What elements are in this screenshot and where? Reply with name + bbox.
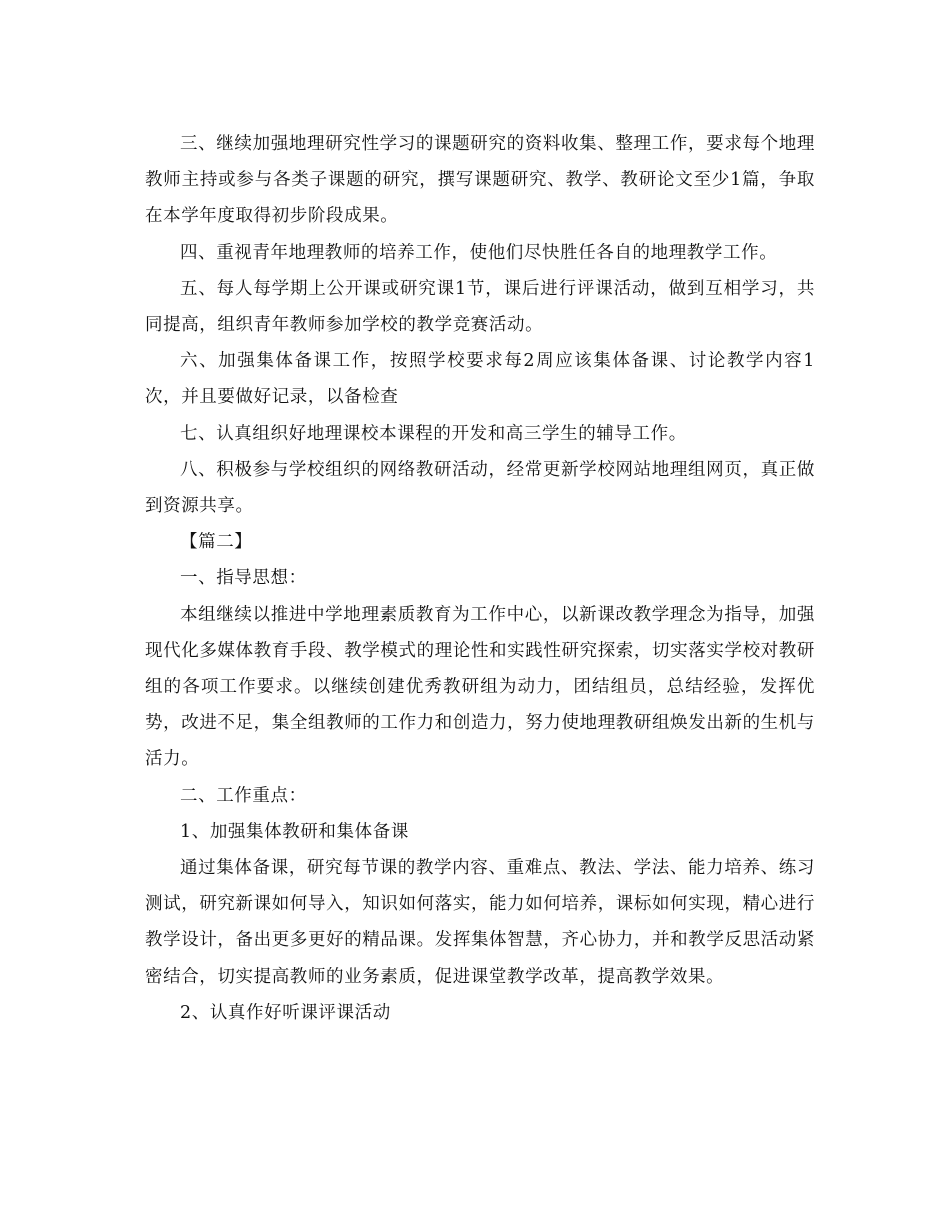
focus-item-one-paragraph: 通过集体备课，研究每节课的教学内容、重难点、教法、学法、能力培养、练习测试，研究新课如何导入，知识如何落实，能力如何培养，课标如何实现，精心进行教学设计，备出更多更好的精品课。发挥集体智慧，齐心协力，并和教学反思活动紧密结合，切实提高教师的业务素质，促进课堂教学改革，提高教学效果。 bbox=[145, 858, 815, 987]
paragraph-section-six: 六、加强集体备课工作，按照学校要求每2周应该集体备课、讨论教学内容1次，并且要做好记录，以备检查 bbox=[145, 351, 815, 408]
work-focus-heading: 二、工作重点： bbox=[180, 785, 307, 806]
paragraph-section-four: 四、重视青年地理教师的培养工作，使他们尽快胜任各自的地理教学工作。 bbox=[180, 242, 778, 263]
focus-item-one-heading: 1、加强集体教研和集体备课 bbox=[180, 821, 409, 842]
guiding-ideology-paragraph: 本组继续以推进中学地理素质教育为工作中心，以新课改教学理念为指导，加强现代化多媒体教育手段、教学模式的理论性和实践性研究探索，切实落实学校对教研组的各项工作要求。以继续创建优秀教研组为动力，团结组员，总结经验，发挥优势，改进不足，集全组教师的工作力和创造力，努力使地理教研组焕发出新的生机与活力。 bbox=[145, 604, 815, 770]
paragraph-section-three: 三、继续加强地理研究性学习的课题研究的资料收集、整理工作，要求每个地理教师主持或参与各类子课题的研究，撰写课题研究、教学、教研论文至少1篇，争取在本学年度取得初步阶段成果。 bbox=[145, 134, 815, 227]
document-body bbox=[145, 126, 815, 1031]
part-two-heading: 【篇二】 bbox=[180, 532, 253, 553]
paragraph-section-eight: 八、积极参与学校组织的网络教研活动，经常更新学校网站地理组网页，真正做到资源共享。 bbox=[145, 459, 815, 517]
guiding-ideology-heading: 一、指导思想： bbox=[180, 568, 307, 589]
paragraph-section-five: 五、每人每学期上公开课或研究课1节，课后进行评课活动，做到互相学习，共同提高，组织青年教师参加学校的教学竞赛活动。 bbox=[145, 278, 815, 336]
paragraph-section-seven: 七、认真组织好地理课校本课程的开发和高三学生的辅导工作。 bbox=[180, 423, 687, 444]
focus-item-two-heading: 2、认真作好听课评课活动 bbox=[180, 1002, 391, 1023]
